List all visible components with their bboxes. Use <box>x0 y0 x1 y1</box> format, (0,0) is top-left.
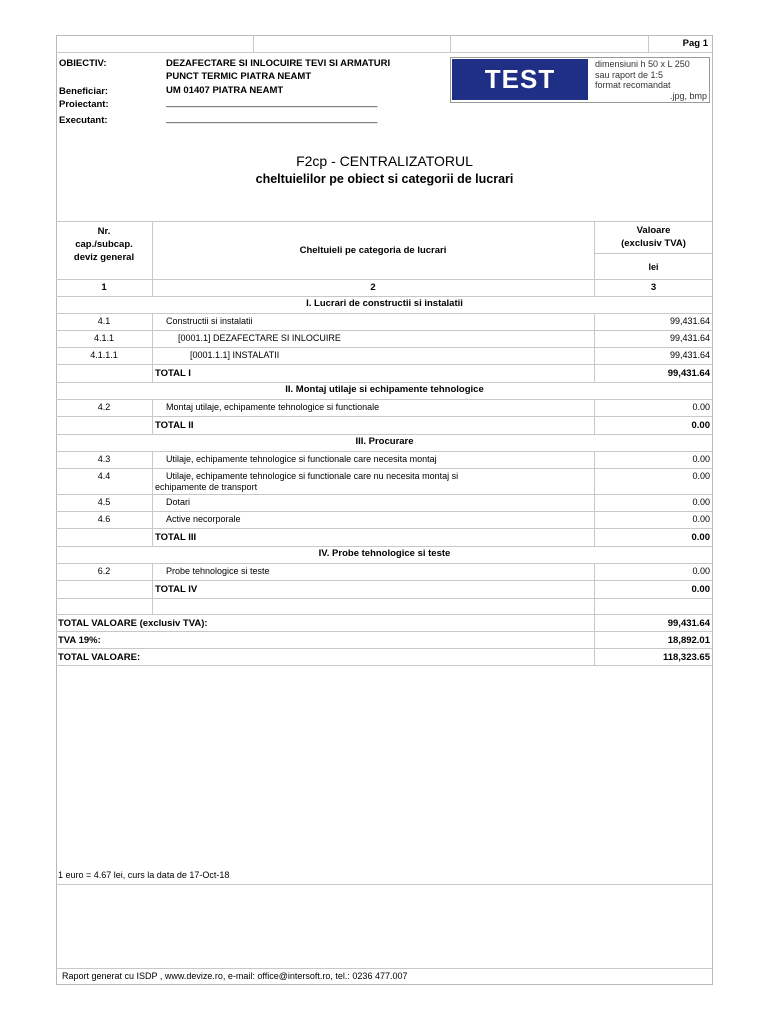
section-total-value: 0.00 <box>691 420 710 431</box>
table-rule <box>56 546 713 547</box>
section-total-label: TOTAL IV <box>155 584 198 595</box>
table-rule <box>56 313 713 314</box>
row-value: 0.00 <box>692 454 710 464</box>
doc-subtitle: cheltuielilor pe obiect si categorii de lucrari <box>255 172 514 186</box>
table-rule <box>152 364 153 382</box>
row-number: 6.2 <box>97 566 111 576</box>
table-rule <box>152 313 153 330</box>
col2-header: Cheltuieli pe categoria de lucrari <box>299 245 447 256</box>
table-rule <box>594 253 713 254</box>
table-rule <box>56 451 713 452</box>
row-description-cont: echipamente de transport <box>155 482 258 492</box>
col-number: 1 <box>101 282 107 293</box>
table-rule <box>152 580 153 598</box>
top-strip-divider <box>450 35 451 52</box>
section-total-value: 0.00 <box>691 532 710 543</box>
proiectant-value: ________________________________________ <box>166 97 378 108</box>
table-rule <box>56 648 713 649</box>
row-number: 4.1 <box>97 316 111 326</box>
row-number: 4.2 <box>97 402 111 412</box>
table-rule <box>152 416 153 434</box>
table-rule <box>56 221 713 222</box>
table-rule <box>56 347 713 348</box>
col1-header: Nr. cap./subcap. deviz general <box>73 226 135 263</box>
col-number: 3 <box>650 282 657 293</box>
note-divider <box>56 884 713 885</box>
table-rule <box>56 434 713 435</box>
table-rule <box>56 494 713 495</box>
logo-note-line: dimensiuni h 50 x L 250 <box>595 59 690 69</box>
table-rule <box>56 416 713 417</box>
row-description: [0001.1.1] INSTALATII <box>190 350 280 360</box>
row-value: 99,431.64 <box>669 333 710 343</box>
section-title: IV. Probe tehnologice si teste <box>318 548 451 559</box>
table-rule <box>56 279 713 280</box>
col3-unit: lei <box>648 262 659 272</box>
section-title: II. Montaj utilaje si echipamente tehnologice <box>285 384 484 395</box>
top-strip-divider <box>253 35 254 52</box>
row-number: 4.6 <box>97 514 111 524</box>
summary-value: 118,323.65 <box>662 652 710 663</box>
beneficiar-value: UM 01407 PIATRA NEAMT <box>166 85 284 96</box>
col-number: 2 <box>370 282 376 293</box>
logo-note-line: .jpg, bmp <box>669 90 707 101</box>
row-value: 0.00 <box>692 514 710 524</box>
table-rule <box>152 468 153 494</box>
section-total-value: 0.00 <box>691 584 710 595</box>
row-number: 4.4 <box>97 471 111 481</box>
section-total-label: TOTAL II <box>155 420 194 431</box>
page-label: Pag 1 <box>682 38 708 49</box>
table-rule <box>56 330 713 331</box>
table-rule <box>152 528 153 546</box>
row-number: 4.1.1.1 <box>90 350 118 360</box>
row-value: 0.00 <box>692 497 710 507</box>
section-total-value: 99,431.64 <box>667 368 710 379</box>
table-rule <box>56 399 713 400</box>
row-value: 99,431.64 <box>669 316 710 326</box>
logo-image: TEST <box>452 59 588 100</box>
objectiv-label: OBIECTIV: <box>59 58 107 69</box>
row-description: Utilaje, echipamente tehnologice si functionale care necesita montaj <box>166 454 437 464</box>
summary-value: 99,431.64 <box>667 618 710 629</box>
row-number: 4.1.1 <box>93 333 115 343</box>
table-rule <box>152 347 153 364</box>
table-rule <box>152 511 153 528</box>
section-title: III. Procurare <box>355 436 414 447</box>
row-description: Montaj utilaje, echipamente tehnologice si functionale <box>166 402 380 412</box>
objectiv-line2: PUNCT TERMIC PIATRA NEAMT <box>166 71 312 82</box>
table-rule <box>56 511 713 512</box>
doc-title: F2cp - CENTRALIZATORUL <box>296 153 473 169</box>
row-description: Dotari <box>166 497 191 507</box>
logo-note-line: sau raport de 1:5 <box>595 69 664 80</box>
table-rule <box>56 665 713 666</box>
section-total-label: TOTAL III <box>155 532 197 543</box>
footer-text: Raport generat cu ISDP , www.devize.ro, e-mail: office@intersoft.ro, tel.: 0236 477.007 <box>62 971 408 981</box>
summary-label: TOTAL VALOARE: <box>58 652 141 663</box>
table-rule <box>152 399 153 416</box>
executant-value: ________________________________________ <box>166 113 378 124</box>
table-rule <box>56 528 713 529</box>
table-rule <box>152 563 153 580</box>
row-value: 0.00 <box>692 402 710 412</box>
table-rule <box>56 364 713 365</box>
table-rule <box>152 494 153 511</box>
logo-note-line: format recomandat <box>595 80 671 90</box>
proiectant-label: Proiectant: <box>59 99 109 110</box>
row-description: [0001.1] DEZAFECTARE SI INLOCUIRE <box>178 333 341 343</box>
table-rule <box>56 598 713 599</box>
row-description: Constructii si instalatii <box>166 316 253 326</box>
table-rule <box>56 614 713 615</box>
table-rule <box>56 631 713 632</box>
table-rule <box>152 598 153 614</box>
row-description: Active necorporale <box>166 514 241 524</box>
col3-header: Valoare (exclusiv TVA) <box>621 225 686 249</box>
table-rule <box>56 382 713 383</box>
table-rule <box>152 330 153 347</box>
row-value: 0.00 <box>692 471 710 481</box>
top-strip-line <box>56 52 713 53</box>
row-number: 4.3 <box>97 454 111 464</box>
row-number: 4.5 <box>97 497 111 507</box>
executant-label: Executant: <box>59 115 108 126</box>
beneficiar-label: Beneficiar: <box>59 86 109 97</box>
table-rule <box>56 580 713 581</box>
row-description: Probe tehnologice si teste <box>166 566 270 576</box>
exchange-rate-note: 1 euro = 4.67 lei, curs la data de 17-Oct-18 <box>58 870 230 880</box>
summary-value: 18,892.01 <box>667 635 710 646</box>
table-rule <box>56 296 713 297</box>
footer-divider <box>56 968 713 969</box>
row-value: 99,431.64 <box>669 350 710 360</box>
table-rule <box>56 563 713 564</box>
section-total-label: TOTAL I <box>155 368 191 379</box>
table-rule <box>152 451 153 468</box>
table-rule <box>594 598 595 614</box>
objectiv-line1: DEZAFECTARE SI INLOCUIRE TEVI SI ARMATURI <box>166 58 391 69</box>
logo-note <box>595 59 707 101</box>
table-rule <box>56 468 713 469</box>
row-value: 0.00 <box>692 566 710 576</box>
summary-label: TVA 19%: <box>58 635 101 646</box>
row-description: Utilaje, echipamente tehnologice si functionale care nu necesita montaj si <box>166 471 459 481</box>
section-title: I. Lucrari de constructii si instalatii <box>306 298 463 309</box>
summary-label: TOTAL VALOARE (exclusiv TVA): <box>58 618 208 629</box>
